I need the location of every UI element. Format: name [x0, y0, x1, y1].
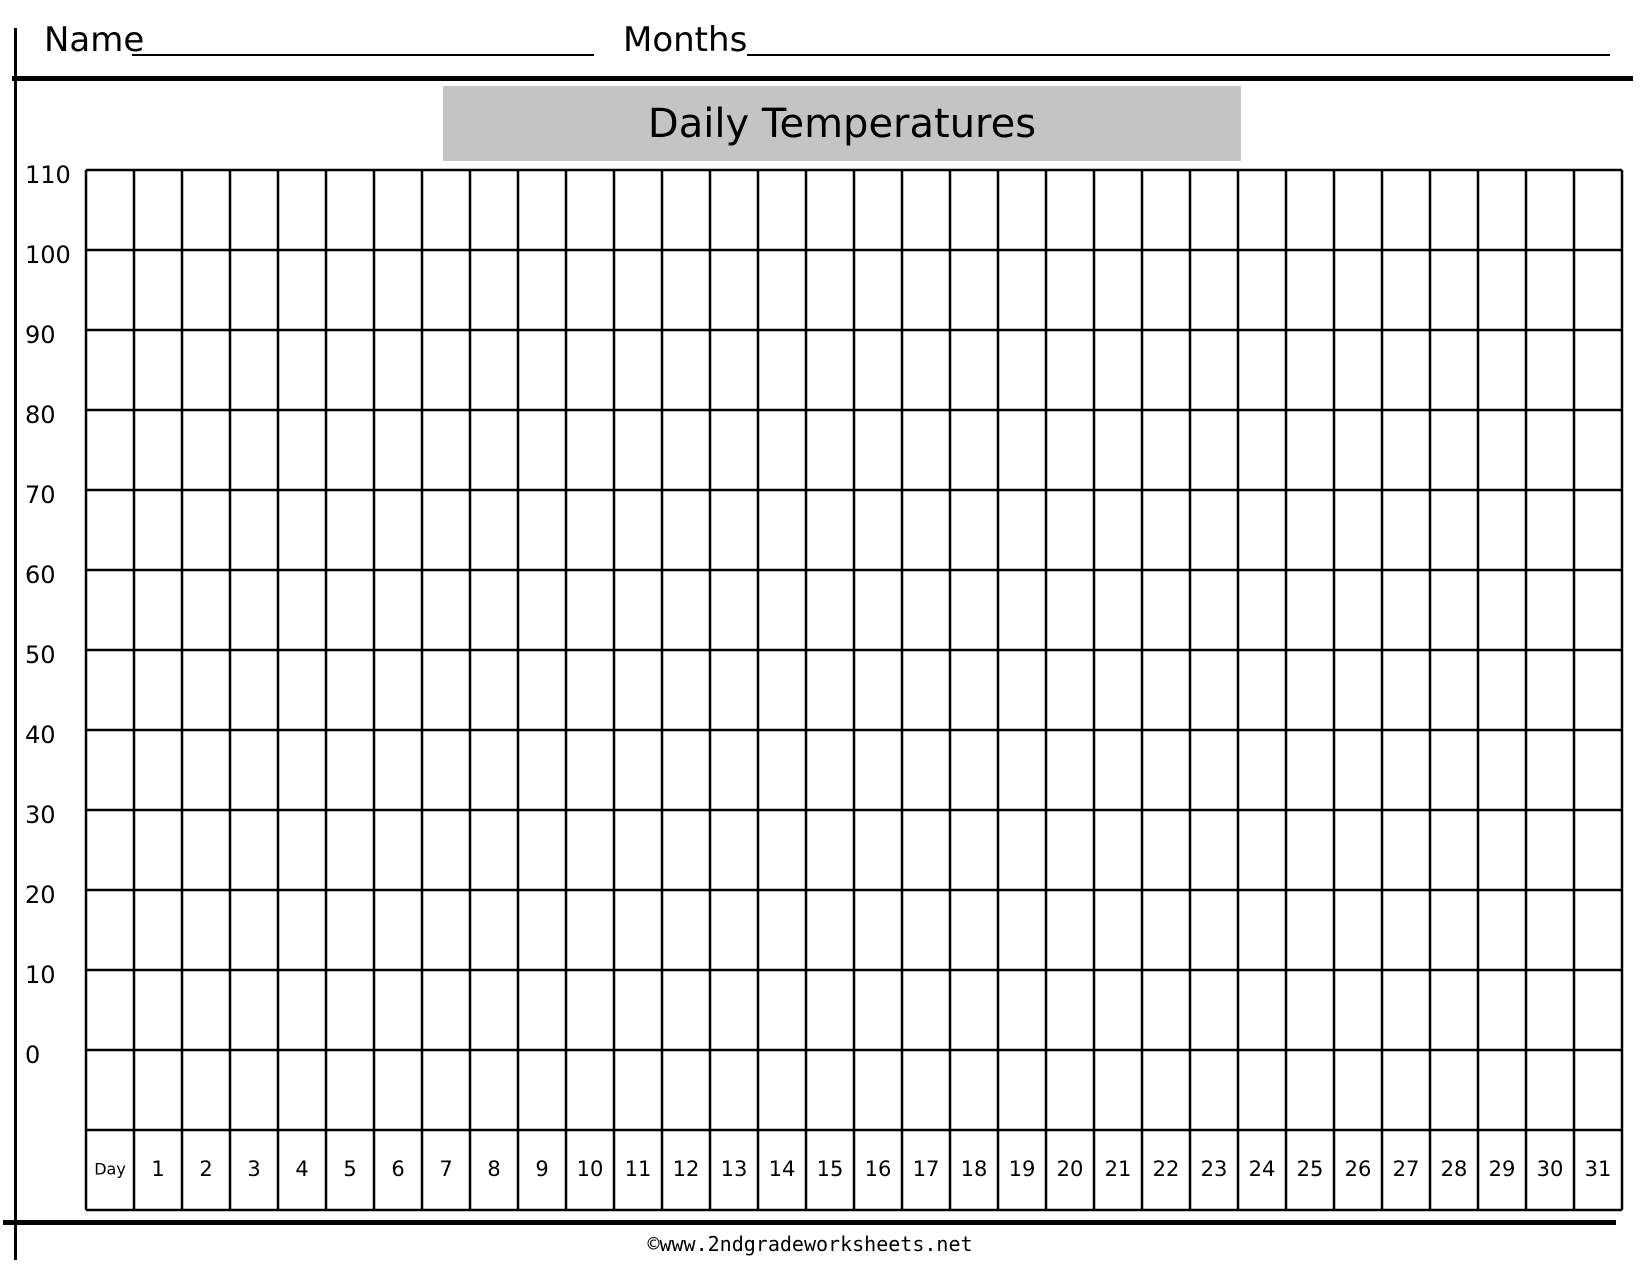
day-number-label: 22 [1152, 1157, 1180, 1181]
day-number-label: 29 [1488, 1157, 1516, 1181]
day-number-label: 16 [864, 1157, 892, 1181]
day-column-label: Day [94, 1159, 126, 1179]
day-number-label: 9 [535, 1157, 549, 1181]
day-number-label: 15 [816, 1157, 844, 1181]
day-number-label: 1 [151, 1157, 165, 1181]
day-number-label: 8 [487, 1157, 501, 1181]
y-tick-label: 40 [25, 721, 56, 749]
day-number-label: 30 [1536, 1157, 1564, 1181]
y-tick-label: 10 [25, 961, 56, 989]
chart-title: Daily Temperatures [647, 100, 1037, 147]
name-label: Name [44, 20, 145, 60]
y-tick-label: 20 [25, 881, 56, 909]
day-number-label: 10 [576, 1157, 604, 1181]
y-tick-label: 0 [25, 1041, 41, 1069]
day-number-label: 14 [768, 1157, 796, 1181]
day-number-label: 7 [439, 1157, 453, 1181]
day-number-label: 25 [1296, 1157, 1324, 1181]
day-number-label: 6 [391, 1157, 405, 1181]
y-tick-label: 90 [25, 321, 56, 349]
day-number-label: 18 [960, 1157, 988, 1181]
day-number-label: 28 [1440, 1157, 1468, 1181]
y-tick-label: 110 [25, 161, 71, 189]
grid-lines [86, 170, 1622, 1210]
y-tick-labels [25, 161, 71, 1069]
day-number-label: 31 [1584, 1157, 1612, 1181]
bottom-rule [3, 1220, 1616, 1225]
day-number-label: 27 [1392, 1157, 1420, 1181]
y-tick-label: 80 [25, 401, 56, 429]
day-number-label: 21 [1104, 1157, 1132, 1181]
day-number-label: 5 [343, 1157, 357, 1181]
day-number-label: 24 [1248, 1157, 1276, 1181]
day-number-label: 17 [912, 1157, 940, 1181]
y-tick-label: 100 [25, 241, 71, 269]
y-tick-label: 70 [25, 481, 56, 509]
day-number-label: 12 [672, 1157, 700, 1181]
day-number-label: 20 [1056, 1157, 1084, 1181]
months-label: Months [623, 20, 748, 60]
day-number-label: 4 [295, 1157, 309, 1181]
y-tick-label: 60 [25, 561, 56, 589]
day-number-label: 11 [624, 1157, 652, 1181]
y-tick-label: 50 [25, 641, 56, 669]
y-tick-label: 30 [25, 801, 56, 829]
day-number-label: 23 [1200, 1157, 1228, 1181]
footer-copyright: ©www.2ndgradeworksheets.net [647, 1232, 973, 1256]
day-number-label: 26 [1344, 1157, 1372, 1181]
day-number-label: 2 [199, 1157, 213, 1181]
day-number-label: 19 [1008, 1157, 1036, 1181]
day-number-label: 13 [720, 1157, 748, 1181]
day-number-label: 3 [247, 1157, 261, 1181]
